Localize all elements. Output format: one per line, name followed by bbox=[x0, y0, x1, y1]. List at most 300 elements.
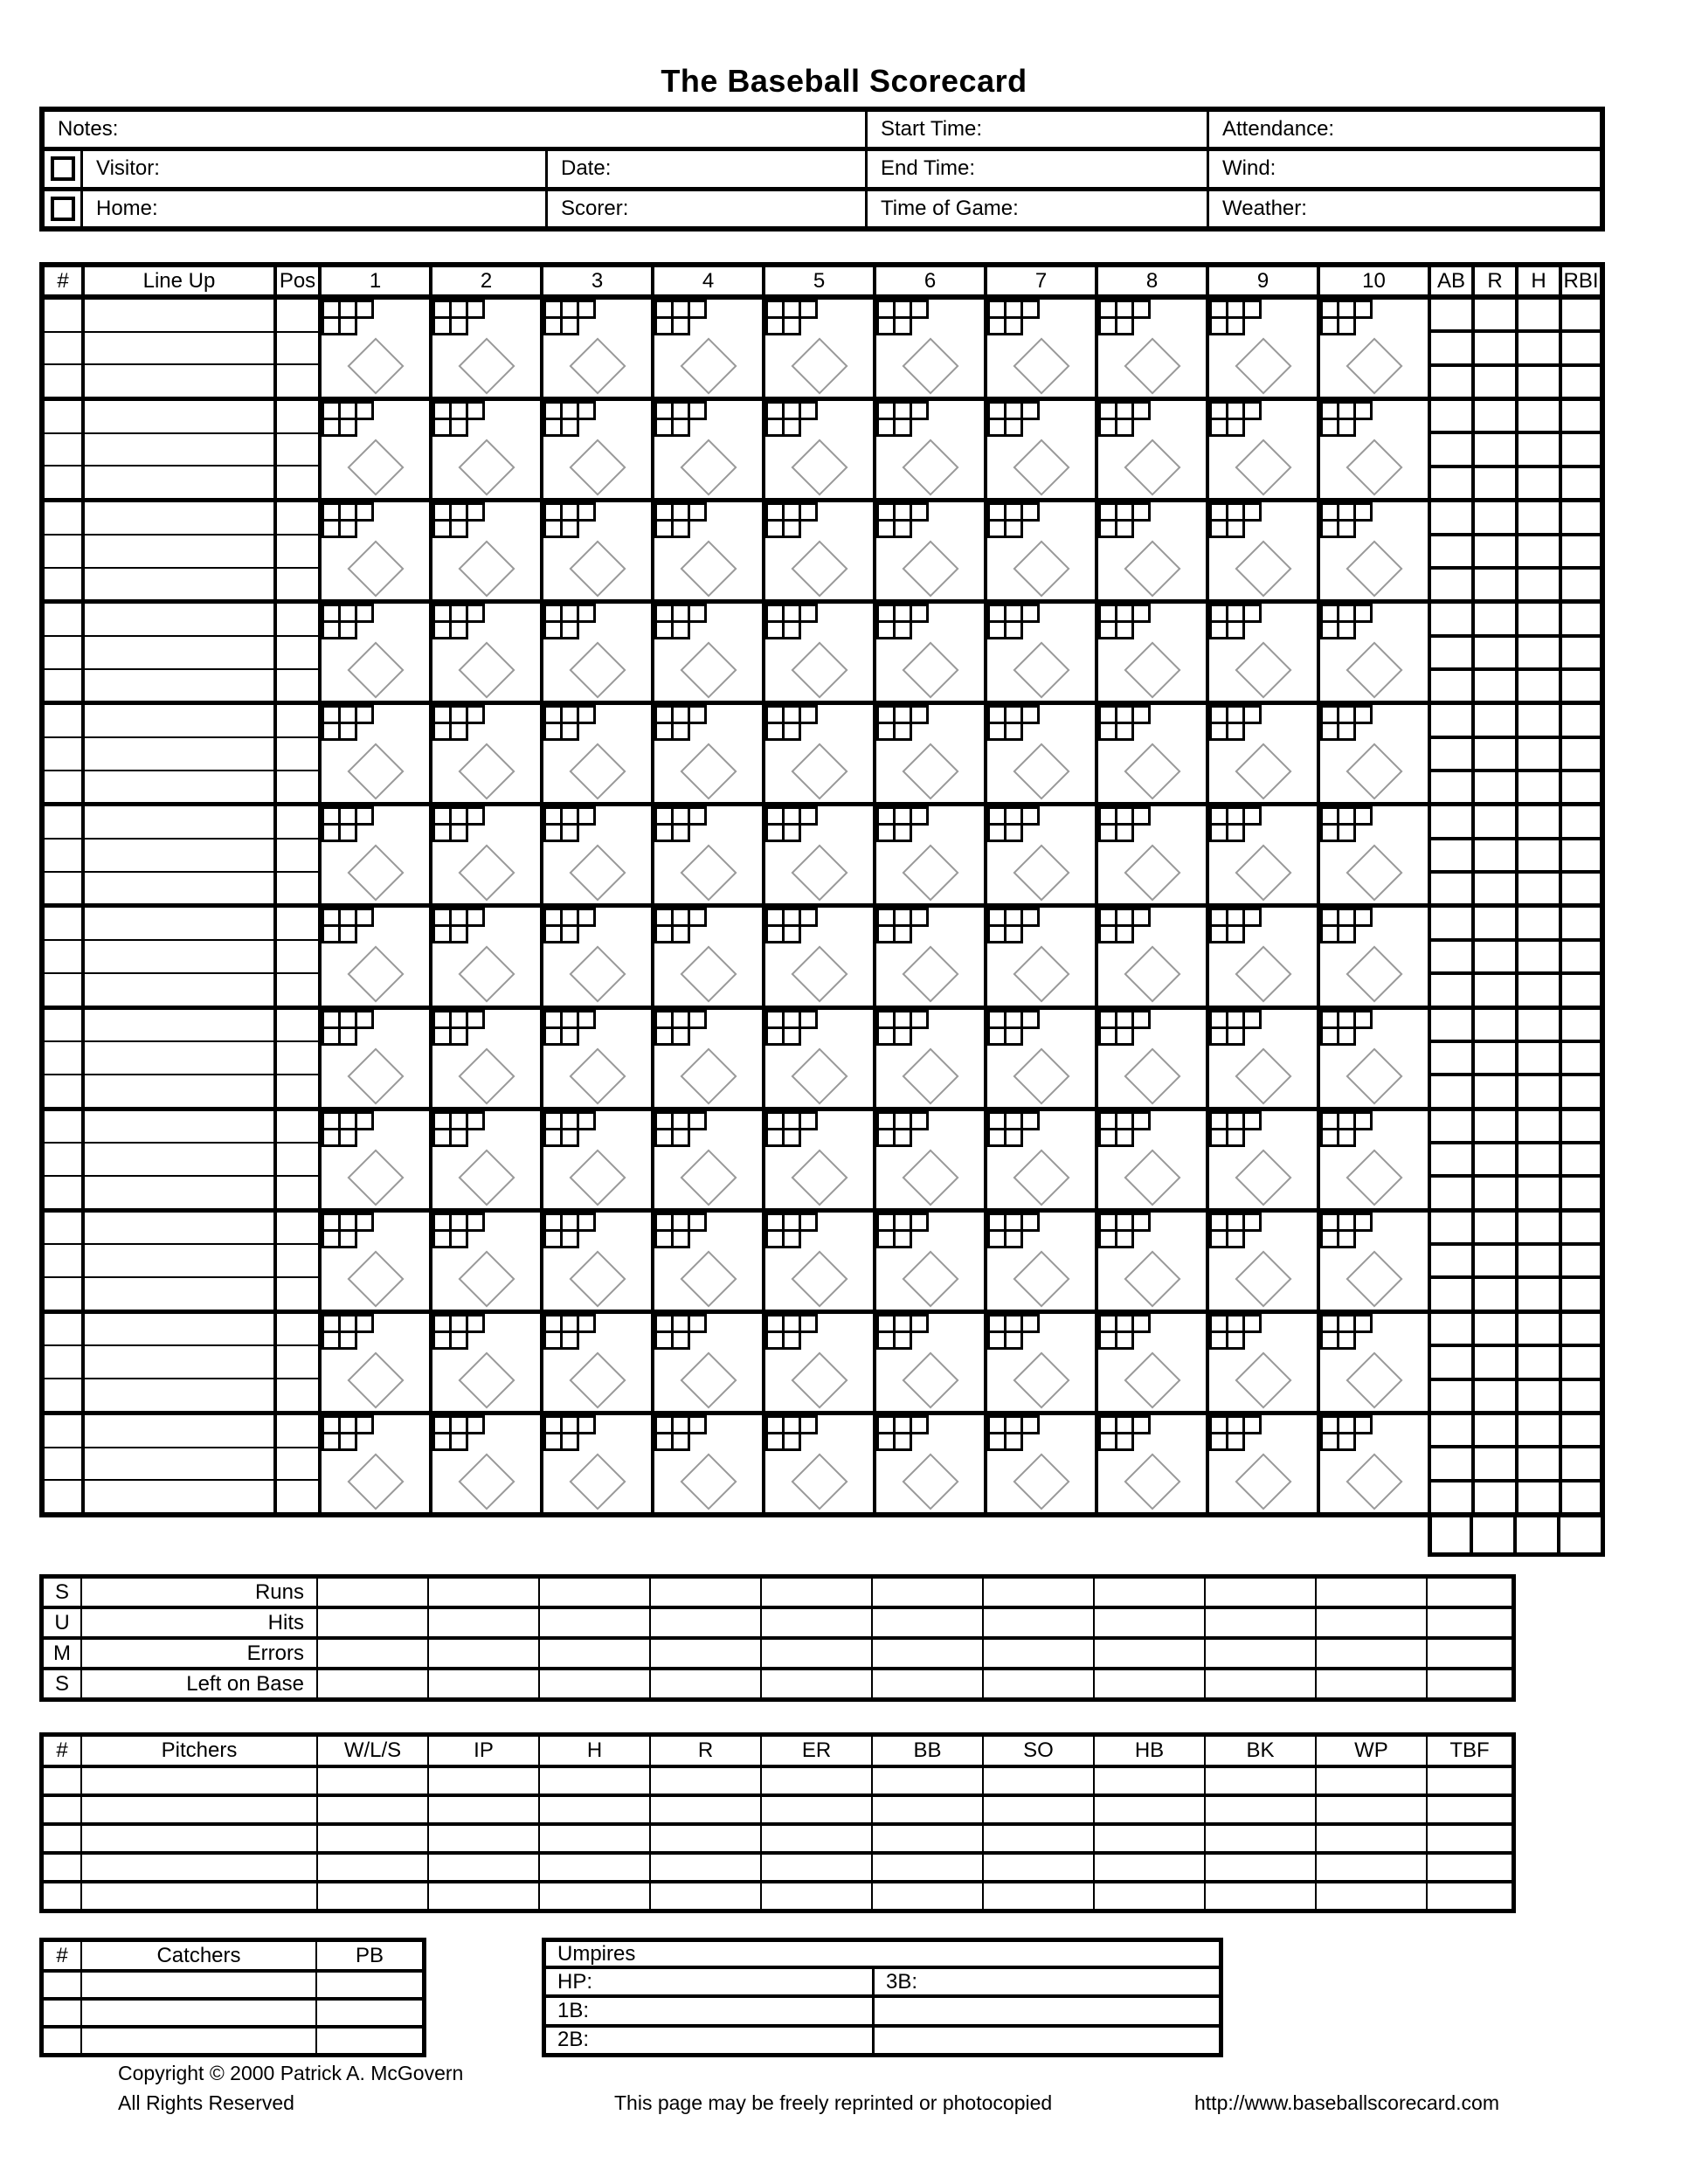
count-box bbox=[671, 1432, 690, 1451]
umpire-blank-cell bbox=[875, 1998, 1219, 2023]
inning-scoring-cell bbox=[322, 806, 432, 903]
stat-cell-line bbox=[1431, 1479, 1471, 1512]
scoring-diamond bbox=[902, 1250, 958, 1307]
inning-scoring-cell bbox=[1320, 1111, 1431, 1208]
count-box bbox=[782, 1432, 801, 1451]
scoring-diamond bbox=[680, 845, 737, 902]
stat-cell-line bbox=[1519, 705, 1559, 735]
stat-cell-line bbox=[1562, 870, 1600, 903]
player-number-cell-line bbox=[45, 736, 81, 770]
pitcher-cell bbox=[1317, 1768, 1428, 1794]
pitcher-cell bbox=[540, 1826, 651, 1851]
pitcher-cell bbox=[1317, 1797, 1428, 1822]
count-box bbox=[355, 604, 374, 623]
rbi-total-cell bbox=[1560, 1517, 1601, 1552]
scoring-diamond bbox=[569, 1250, 626, 1307]
stat-cell-line bbox=[1475, 401, 1515, 431]
stat-cell bbox=[1562, 1314, 1600, 1411]
count-box bbox=[1020, 502, 1040, 522]
player-row bbox=[45, 401, 1600, 502]
player-position-cell-line bbox=[277, 972, 318, 1006]
count-box bbox=[671, 1128, 690, 1147]
lineup-header-row bbox=[45, 267, 1600, 300]
count-box bbox=[671, 1026, 690, 1046]
player-position-cell-line bbox=[277, 908, 318, 939]
stat-cell-line bbox=[1431, 566, 1471, 599]
player-position-cell bbox=[277, 1415, 322, 1512]
player-number-cell bbox=[45, 908, 85, 1005]
count-box bbox=[688, 300, 707, 319]
scoring-diamond bbox=[1124, 439, 1180, 496]
count-box bbox=[1004, 418, 1023, 437]
scoring-diamond bbox=[791, 541, 847, 598]
pitcher-cell bbox=[429, 1883, 540, 1909]
inning-scoring-cell bbox=[987, 1415, 1098, 1512]
inning-scoring-cell bbox=[654, 705, 765, 802]
player-name-cell-line bbox=[85, 331, 273, 364]
player-row bbox=[45, 908, 1600, 1009]
scoring-diamond bbox=[458, 743, 515, 800]
scoring-diamond bbox=[458, 541, 515, 598]
count-box bbox=[577, 806, 596, 826]
inning-scoring-cell bbox=[876, 401, 987, 498]
count-box bbox=[671, 519, 690, 538]
inning-scoring-cell bbox=[765, 1213, 876, 1310]
info-row-visitor bbox=[45, 147, 1600, 186]
player-position-cell-line bbox=[277, 1415, 318, 1447]
player-position-cell-line bbox=[277, 635, 318, 668]
sums-inning-cell bbox=[984, 1640, 1095, 1667]
inning-scoring-cell bbox=[543, 705, 654, 802]
count-box bbox=[1020, 705, 1040, 724]
copyright-text: Copyright © 2000 Patrick A. McGovern bbox=[118, 2062, 464, 2084]
player-number-cell-line bbox=[45, 806, 81, 838]
inning-scoring-cell bbox=[876, 908, 987, 1005]
count-box bbox=[338, 1026, 357, 1046]
scoring-diamond bbox=[791, 1453, 847, 1510]
stat-cell-line bbox=[1431, 465, 1471, 498]
stat-cell bbox=[1431, 1314, 1475, 1411]
stat-cell-line bbox=[1562, 363, 1600, 397]
count-box bbox=[449, 519, 468, 538]
count-box bbox=[1337, 620, 1356, 639]
stat-cell-line bbox=[1562, 604, 1600, 633]
player-position-cell-line bbox=[277, 1447, 318, 1480]
player-name-cell-line bbox=[85, 668, 273, 702]
count-box bbox=[466, 502, 485, 522]
stat-cell bbox=[1519, 1213, 1562, 1310]
scoring-diamond bbox=[680, 1149, 737, 1206]
stat-cell-line bbox=[1475, 837, 1515, 870]
pitcher-cell bbox=[44, 1826, 82, 1851]
player-number-cell-line bbox=[45, 1213, 81, 1244]
scoring-diamond bbox=[791, 1047, 847, 1104]
h-total-cell bbox=[1517, 1517, 1560, 1552]
count-box bbox=[1242, 1010, 1262, 1029]
scoring-diamond bbox=[902, 1047, 958, 1104]
inning-scoring-cell bbox=[322, 300, 432, 397]
count-box bbox=[910, 502, 929, 522]
inning-scoring-cell bbox=[432, 401, 543, 498]
player-number-cell-line bbox=[45, 1378, 81, 1411]
inning-scoring-cell bbox=[322, 705, 432, 802]
scoring-diamond bbox=[569, 541, 626, 598]
player-name-cell-line bbox=[85, 806, 273, 838]
count-box bbox=[1337, 519, 1356, 538]
count-box bbox=[355, 1314, 374, 1333]
sums-inning-cell bbox=[984, 1670, 1095, 1697]
stat-cell-line bbox=[1562, 1040, 1600, 1073]
stat-cell-line bbox=[1562, 401, 1600, 431]
count-box bbox=[466, 604, 485, 623]
stat-cell-line bbox=[1562, 1344, 1600, 1377]
player-name-cell-line bbox=[85, 1344, 273, 1378]
count-box bbox=[1242, 1213, 1262, 1232]
date-field: Date: bbox=[548, 151, 868, 186]
scoring-diamond bbox=[1235, 845, 1291, 902]
scoring-diamond bbox=[680, 743, 737, 800]
stat-cell-line bbox=[1519, 806, 1559, 836]
inning-scoring-cell bbox=[654, 908, 765, 1005]
count-box bbox=[560, 1330, 579, 1350]
pitcher-cell bbox=[82, 1826, 318, 1851]
stat-cell-line bbox=[1562, 533, 1600, 566]
player-number-cell-line bbox=[45, 363, 81, 397]
pitcher-cell bbox=[984, 1883, 1095, 1909]
stat-cell-line bbox=[1519, 736, 1559, 769]
stat-cell-line bbox=[1519, 604, 1559, 633]
count-box bbox=[577, 401, 596, 420]
count-box bbox=[1242, 1314, 1262, 1333]
count-box bbox=[688, 908, 707, 927]
inning-scoring-cell bbox=[987, 1314, 1098, 1411]
count-box bbox=[893, 924, 912, 943]
count-box bbox=[1004, 722, 1023, 741]
stat-cell-line bbox=[1475, 1445, 1515, 1478]
inning-scoring-cell bbox=[432, 705, 543, 802]
stat-cell-line bbox=[1519, 1344, 1559, 1377]
player-number-cell-line bbox=[45, 635, 81, 668]
count-box bbox=[355, 1111, 374, 1130]
count-box bbox=[910, 1415, 929, 1434]
sums-total-cell bbox=[1428, 1609, 1512, 1636]
count-box bbox=[338, 620, 357, 639]
scoring-diamond bbox=[680, 439, 737, 496]
inning-scoring-cell bbox=[987, 502, 1098, 599]
scoring-diamond bbox=[569, 337, 626, 394]
stat-cell bbox=[1475, 1111, 1519, 1208]
count-box bbox=[688, 1111, 707, 1130]
sums-inning-cell bbox=[1095, 1640, 1206, 1667]
player-number-cell bbox=[45, 1111, 85, 1208]
notes-field: Notes: bbox=[45, 112, 868, 147]
stat-cell bbox=[1431, 1010, 1475, 1107]
stat-cell-line bbox=[1431, 1073, 1471, 1106]
count-box bbox=[577, 705, 596, 724]
sums-row bbox=[44, 1636, 1512, 1667]
sums-inning-cell bbox=[651, 1579, 762, 1606]
catchers-header-row bbox=[44, 1942, 422, 1973]
sums-inning-cell bbox=[1206, 1640, 1317, 1667]
scoring-diamond bbox=[1235, 743, 1291, 800]
sums-row-label: Errors bbox=[82, 1640, 318, 1667]
visitor-checkbox-cell bbox=[45, 151, 83, 186]
count-box bbox=[893, 418, 912, 437]
player-number-cell bbox=[45, 1415, 85, 1512]
scoring-diamond bbox=[1013, 541, 1069, 598]
rights-text: All Rights Reserved bbox=[118, 2091, 294, 2114]
count-box bbox=[577, 300, 596, 319]
stat-cell-line bbox=[1475, 1141, 1515, 1174]
stat-column-header: H bbox=[1519, 267, 1562, 294]
inning-scoring-cell bbox=[654, 1010, 765, 1107]
stat-cell-line bbox=[1562, 1141, 1600, 1174]
stat-cell-line bbox=[1562, 329, 1600, 363]
sums-inning-cell bbox=[984, 1579, 1095, 1606]
sums-inning-cell bbox=[1095, 1579, 1206, 1606]
pitcher-cell bbox=[429, 1826, 540, 1851]
pitchers-column-header: WP bbox=[1317, 1737, 1428, 1765]
count-box bbox=[1004, 620, 1023, 639]
count-box bbox=[1242, 705, 1262, 724]
count-box bbox=[1131, 806, 1151, 826]
stat-cell-line bbox=[1431, 971, 1471, 1005]
count-box bbox=[1004, 924, 1023, 943]
stat-cell bbox=[1519, 1010, 1562, 1107]
pitchers-column-header: # bbox=[44, 1737, 82, 1765]
player-position-cell bbox=[277, 1213, 322, 1310]
inning-scoring-cell bbox=[765, 705, 876, 802]
inning-scoring-cell bbox=[1209, 300, 1320, 397]
stat-cell-line bbox=[1431, 1378, 1471, 1411]
scoring-diamond bbox=[569, 743, 626, 800]
stat-cell bbox=[1519, 1111, 1562, 1208]
count-box bbox=[560, 620, 579, 639]
catcher-name-cell bbox=[82, 2028, 317, 2053]
player-name-cell-line bbox=[85, 604, 273, 635]
count-box bbox=[893, 620, 912, 639]
sums-inning-cell bbox=[651, 1670, 762, 1697]
player-name-cell-line bbox=[85, 1111, 273, 1143]
inning-scoring-cell bbox=[654, 300, 765, 397]
scoring-diamond bbox=[902, 1453, 958, 1510]
stat-cell-line bbox=[1475, 604, 1515, 633]
count-box bbox=[577, 1415, 596, 1434]
pitchers-column-header: Pitchers bbox=[82, 1737, 318, 1765]
scoring-diamond bbox=[1013, 946, 1069, 1003]
stat-cell-line bbox=[1562, 769, 1600, 802]
scoring-diamond bbox=[1235, 541, 1291, 598]
stat-cell-line bbox=[1519, 363, 1559, 397]
count-box bbox=[1115, 1128, 1134, 1147]
number-column-header: # bbox=[45, 267, 85, 294]
stat-cell-line bbox=[1431, 329, 1471, 363]
catcher-number-cell bbox=[44, 2028, 82, 2053]
inning-scoring-cell bbox=[1098, 1415, 1209, 1512]
pitcher-cell bbox=[1095, 1768, 1206, 1794]
scoring-diamond bbox=[1013, 642, 1069, 699]
inning-scoring-cell bbox=[1098, 604, 1209, 701]
sums-inning-cell bbox=[1317, 1579, 1428, 1606]
pitchers-column-header: BK bbox=[1206, 1737, 1317, 1765]
scoring-diamond bbox=[1346, 1351, 1402, 1408]
inning-scoring-cell bbox=[876, 806, 987, 903]
count-box bbox=[688, 705, 707, 724]
sums-word-letter: M bbox=[44, 1640, 82, 1667]
player-number-cell-line bbox=[45, 705, 81, 736]
stat-cell bbox=[1562, 1111, 1600, 1208]
stat-cell-line bbox=[1519, 329, 1559, 363]
inning-scoring-cell bbox=[1320, 401, 1431, 498]
count-box bbox=[782, 1026, 801, 1046]
pitcher-cell bbox=[984, 1768, 1095, 1794]
count-box bbox=[1242, 604, 1262, 623]
sums-inning-cell bbox=[1317, 1640, 1428, 1667]
scoring-diamond bbox=[1124, 1149, 1180, 1206]
stat-cell bbox=[1475, 1415, 1519, 1512]
scoring-diamond bbox=[1346, 439, 1402, 496]
sums-inning-cell bbox=[318, 1609, 429, 1636]
player-number-cell-line bbox=[45, 401, 81, 432]
count-box bbox=[688, 1415, 707, 1434]
stat-cell-line bbox=[1519, 1445, 1559, 1478]
player-row bbox=[45, 1415, 1600, 1512]
pitcher-cell bbox=[82, 1855, 318, 1880]
player-name-cell-line bbox=[85, 972, 273, 1006]
stat-cell bbox=[1431, 604, 1475, 701]
count-box bbox=[449, 418, 468, 437]
count-box bbox=[1226, 1432, 1245, 1451]
scoring-diamond bbox=[1346, 1047, 1402, 1104]
count-box bbox=[1226, 418, 1245, 437]
player-number-cell-line bbox=[45, 534, 81, 567]
inning-scoring-cell bbox=[987, 300, 1098, 397]
inning-scoring-cell bbox=[1098, 1010, 1209, 1107]
scoring-diamond bbox=[791, 1250, 847, 1307]
player-number-cell-line bbox=[45, 1415, 81, 1447]
stat-cell-line bbox=[1475, 363, 1515, 397]
pitcher-row bbox=[44, 1768, 1512, 1794]
player-number-cell bbox=[45, 1213, 85, 1310]
reprint-note: This page may be freely reprinted or photocopied bbox=[614, 2091, 1053, 2114]
count-box bbox=[1337, 823, 1356, 842]
count-box bbox=[355, 300, 374, 319]
player-position-cell-line bbox=[277, 604, 318, 635]
inning-scoring-cell bbox=[432, 1010, 543, 1107]
player-number-cell bbox=[45, 604, 85, 701]
count-box bbox=[910, 604, 929, 623]
player-position-cell-line bbox=[277, 502, 318, 534]
count-box bbox=[560, 924, 579, 943]
sums-row-label: Left on Base bbox=[82, 1670, 318, 1697]
inning-scoring-cell bbox=[543, 1010, 654, 1107]
stat-cell bbox=[1519, 604, 1562, 701]
pitcher-cell bbox=[1206, 1826, 1317, 1851]
inning-scoring-cell bbox=[1320, 604, 1431, 701]
scoring-diamond bbox=[1124, 541, 1180, 598]
inning-scoring-cell bbox=[1209, 1010, 1320, 1107]
stat-cell bbox=[1562, 705, 1600, 802]
scoring-diamond bbox=[347, 1149, 404, 1206]
stat-cell-line bbox=[1562, 837, 1600, 870]
pitcher-row bbox=[44, 1822, 1512, 1851]
inning-scoring-cell bbox=[765, 1010, 876, 1107]
catcher-row bbox=[44, 1997, 422, 2025]
stat-cell-line bbox=[1431, 533, 1471, 566]
inning-scoring-cell bbox=[765, 806, 876, 903]
stat-cell-line bbox=[1475, 1111, 1515, 1141]
count-box bbox=[449, 722, 468, 741]
sums-inning-cell bbox=[1095, 1670, 1206, 1697]
count-box bbox=[893, 519, 912, 538]
stat-cell bbox=[1519, 908, 1562, 1005]
lineup-column-header: Line Up bbox=[85, 267, 277, 294]
pitchers-column-header: HB bbox=[1095, 1737, 1206, 1765]
umpires-row-3 bbox=[546, 2024, 1219, 2053]
inning-scoring-cell bbox=[322, 502, 432, 599]
sums-inning-cell bbox=[1317, 1609, 1428, 1636]
player-position-cell-line bbox=[277, 1010, 318, 1041]
scoring-diamond bbox=[347, 946, 404, 1003]
count-box bbox=[1131, 502, 1151, 522]
stat-cell-line bbox=[1475, 1344, 1515, 1377]
pitcher-cell bbox=[1428, 1826, 1512, 1851]
scoring-diamond bbox=[902, 541, 958, 598]
count-box bbox=[1226, 722, 1245, 741]
scoring-diamond bbox=[458, 642, 515, 699]
count-box bbox=[799, 1314, 818, 1333]
player-number-cell-line bbox=[45, 668, 81, 702]
scoring-diamond bbox=[680, 946, 737, 1003]
inning-scoring-cell bbox=[654, 502, 765, 599]
inning-scoring-cell bbox=[876, 1213, 987, 1310]
stat-cell-line bbox=[1475, 1010, 1515, 1040]
stat-cell bbox=[1562, 401, 1600, 498]
stat-cell-line bbox=[1562, 1213, 1600, 1242]
sums-inning-cell bbox=[429, 1670, 540, 1697]
stat-cell-line bbox=[1562, 938, 1600, 971]
count-box bbox=[1131, 908, 1151, 927]
inning-scoring-cell bbox=[876, 502, 987, 599]
player-name-cell-line bbox=[85, 1142, 273, 1175]
stat-cell-line bbox=[1475, 566, 1515, 599]
player-number-cell-line bbox=[45, 604, 81, 635]
visitor-field: Visitor: bbox=[83, 151, 548, 186]
scoring-diamond bbox=[1346, 1453, 1402, 1510]
stat-cell-line bbox=[1431, 1111, 1471, 1141]
count-box bbox=[560, 1026, 579, 1046]
count-box bbox=[449, 823, 468, 842]
inning-scoring-cell bbox=[322, 1213, 432, 1310]
player-name-cell bbox=[85, 908, 277, 1005]
count-box bbox=[1115, 418, 1134, 437]
home-checkbox-cell bbox=[45, 191, 83, 226]
player-name-cell-line bbox=[85, 1040, 273, 1074]
count-box bbox=[338, 519, 357, 538]
count-box bbox=[1131, 705, 1151, 724]
count-box bbox=[782, 722, 801, 741]
player-name-cell-line bbox=[85, 635, 273, 668]
inning-scoring-cell bbox=[876, 1111, 987, 1208]
stat-cell-line bbox=[1475, 736, 1515, 769]
count-box bbox=[799, 1213, 818, 1232]
inning-scoring-cell bbox=[765, 502, 876, 599]
player-name-cell-line bbox=[85, 465, 273, 498]
count-box bbox=[688, 1314, 707, 1333]
scorer-field: Scorer: bbox=[548, 191, 868, 226]
stat-cell-line bbox=[1562, 1479, 1600, 1512]
stat-cell-line bbox=[1562, 1415, 1600, 1445]
